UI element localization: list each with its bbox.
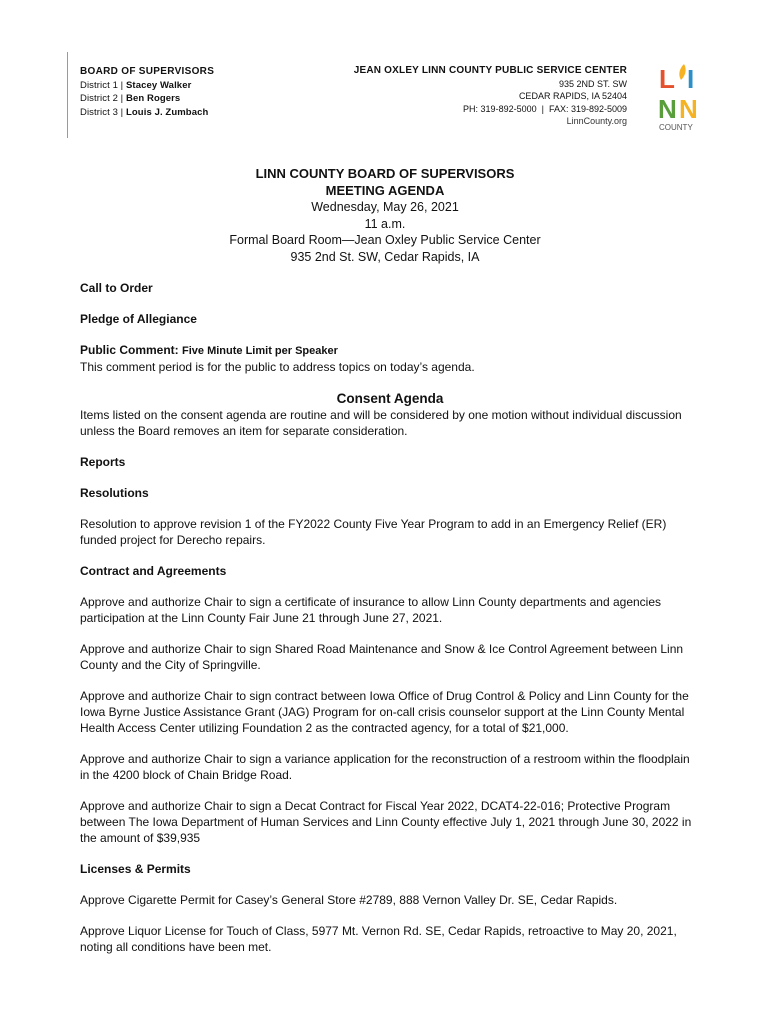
license-item: Approve Cigarette Permit for Casey’s General Store #2789, 888 Vernon Valley Dr. SE, Cedar Rapids. xyxy=(80,893,618,907)
logo-letter-n-2: N xyxy=(679,94,698,124)
contract-item: Approve and authorize Chair to sign a variance application for the reconstruction of a restroom within the floodplain in the 4200 block of Chain Bridge Road. xyxy=(80,752,690,782)
agenda-header xyxy=(0,166,770,265)
linn-county-logo xyxy=(657,60,705,132)
agenda-content xyxy=(80,280,700,955)
reports-heading: Reports xyxy=(80,455,126,469)
contract-item: Approve and authorize Chair to sign a certificate of insurance to allow Linn County departments and agencies participation at the Linn County Fair June 21 through June 27, 2021. xyxy=(80,595,662,625)
logo-letter-l: L xyxy=(659,64,675,94)
district-3-supervisor: Louis J. Zumbach xyxy=(126,106,209,118)
public-comment-heading: Public Comment: Five Minute Limit per Speaker xyxy=(80,343,338,357)
logo-county-word: COUNTY xyxy=(659,123,693,132)
contract-item: Approve and authorize Chair to sign contract between Iowa Office of Drug Control & Policy and Linn County for the Iowa Byrne Justice Assistance Grant (JAG) Program for on-call crisis counselor support at the Linn County Mental Health Access Center utilizing Foundation 2 as the contracted agency, for a total of $21,000. xyxy=(80,689,689,735)
consent-agenda-text: Items listed on the consent agenda are routine and will be considered by one motion without individual discussion unless the Board removes an item for separate consideration. xyxy=(80,408,682,438)
contracts-heading: Contract and Agreements xyxy=(80,564,227,578)
public-comment-limit: Five Minute Limit per Speaker xyxy=(182,345,338,357)
logo-letter-n-1: N xyxy=(658,94,677,124)
resolutions-heading: Resolutions xyxy=(80,486,149,500)
district-1: District 1 | Stacey Walker xyxy=(80,79,192,91)
meeting-date: Wednesday, May 26, 2021 xyxy=(311,200,459,214)
license-item: Approve Liquor License for Touch of Class, 5977 Mt. Vernon Rd. SE, Cedar Rapids, retroactive to May 20, 2021, noting all conditions have been met. xyxy=(80,924,677,954)
board-title: BOARD OF SUPERVISORS xyxy=(80,66,215,77)
agenda-subtitle: MEETING AGENDA xyxy=(325,182,445,198)
meeting-time: 11 a.m. xyxy=(364,216,406,231)
district-3: District 3 | Louis J. Zumbach xyxy=(80,106,209,118)
service-center-title: JEAN OXLEY LINN COUNTY PUBLIC SERVICE CENTER xyxy=(353,65,627,76)
meeting-location: Formal Board Room—Jean Oxley Public Service Center xyxy=(229,233,541,247)
call-to-order: Call to Order xyxy=(80,281,153,295)
logo-letter-i: I xyxy=(687,64,695,94)
header-divider xyxy=(67,52,68,138)
phone-fax: PH: 319-892-5000 | FAX: 319-892-5009 xyxy=(463,103,627,114)
contract-item: Approve and authorize Chair to sign Shared Road Maintenance and Snow & Ice Control Agreement between Linn County and the City of Springville. xyxy=(80,642,684,672)
district-2: District 2 | Ben Rogers xyxy=(80,93,181,104)
agenda-title: LINN COUNTY BOARD OF SUPERVISORS xyxy=(255,166,515,181)
board-of-supervisors-block xyxy=(80,65,214,119)
leaf-icon xyxy=(679,64,685,80)
licenses-heading: Licenses & Permits xyxy=(80,862,191,876)
service-center-block xyxy=(354,65,627,128)
contract-item: Approve and authorize Chair to sign a Decat Contract for Fiscal Year 2022, DCAT4-22-016; Protective Program between The Iowa Department of Human Services and Linn County effective July 1, 2021 through June 30, 2022 in the amount of $39,935 xyxy=(80,799,692,845)
public-comment-text: This comment period is for the public to address topics on today’s agenda. xyxy=(80,360,475,374)
district-2-supervisor: Ben Rogers xyxy=(126,93,181,104)
meeting-address: 935 2nd St. SW, Cedar Rapids, IA xyxy=(290,249,480,264)
address-line-1: 935 2ND ST. SW xyxy=(558,78,627,89)
website-link[interactable]: LinnCounty.org xyxy=(566,116,627,126)
resolution-item: Resolution to approve revision 1 of the FY2022 County Five Year Program to add in an Emergency Relief (ER) funded project for Derecho repairs. xyxy=(80,517,667,547)
pledge-of-allegiance: Pledge of Allegiance xyxy=(80,312,197,326)
address-line-2: CEDAR RAPIDS, IA 52404 xyxy=(518,91,627,101)
district-1-supervisor: Stacey Walker xyxy=(126,79,192,91)
consent-agenda-title: Consent Agenda xyxy=(336,391,444,406)
